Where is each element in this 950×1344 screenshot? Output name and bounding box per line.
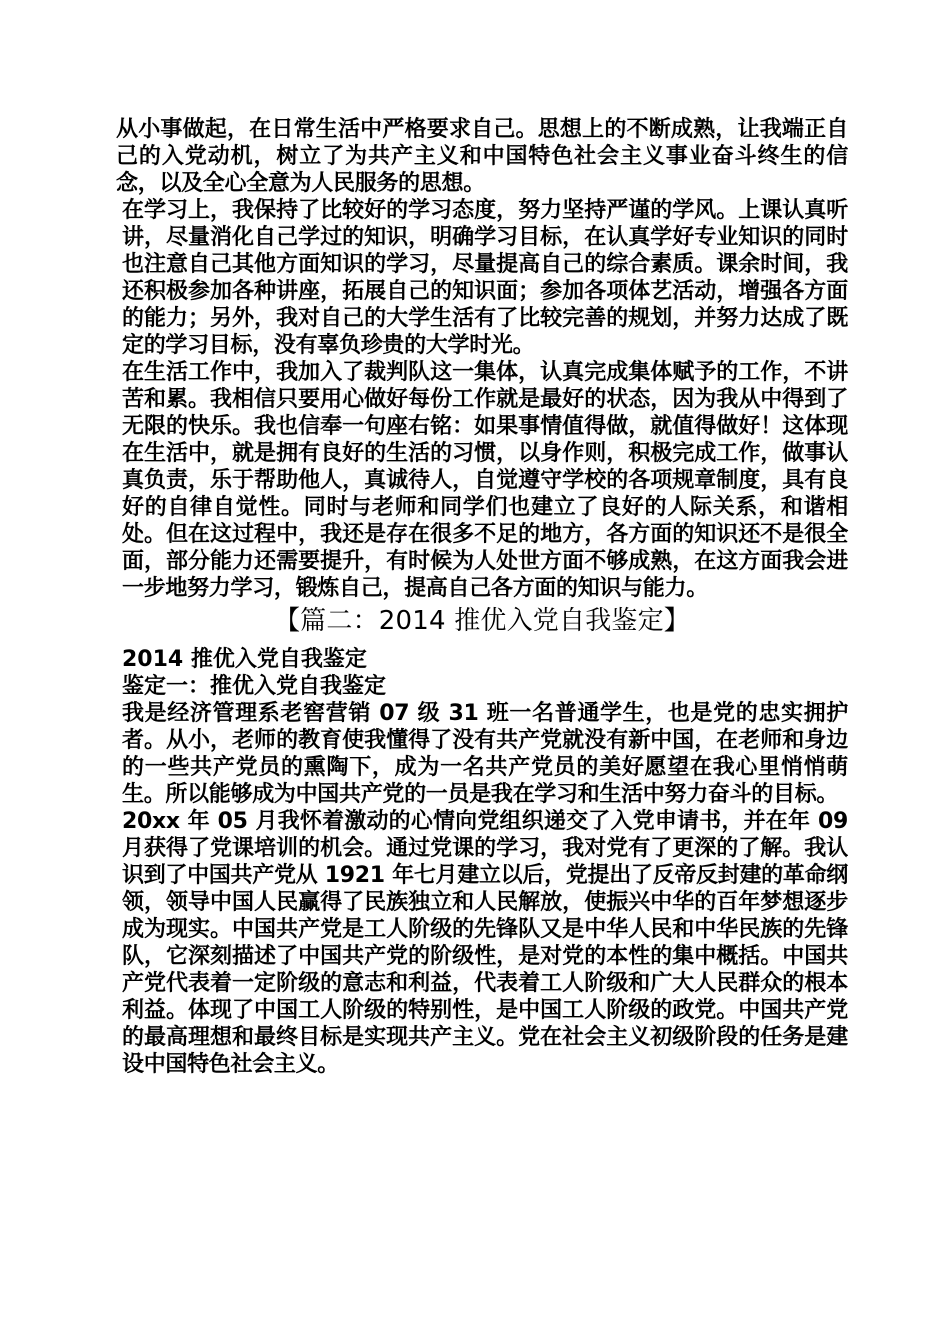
subtitle: 2014 推优入党自我鉴定 bbox=[122, 647, 367, 672]
paragraph: 从小事做起，在日常生活中严格要求自己。思想上的不断成熟，让我端正自己的入党动机，树立了为共产主义和中国特色社会主义事业奋斗终生的信念，以及全心全意为人民服务的思想。 bbox=[116, 117, 848, 196]
paragraph: 在生活工作中，我加入了裁判队这一集体，认真完成集体赋予的工作，不讲苦和累。我相信只要用心做好每份工作就是最好的状态，因为我从中得到了无限的快乐。我也信奉一句座右铭：如果事情值得做，就值得做好！这体现在生活中，就是拥有良好的生活的习惯，以身作则，积极完成工作，做事认真负责，乐于帮助他人，真诚待人，自觉遵守学校的各项规章制度，具有良好的自律自觉性。同时与老师和同学们也建立了良好的人际关系，和谐相处。但在这过程中，我还是存在很多不足的地方，各方面的知识还不是很全面，部分能力还需要提升，有时候为人处世方面不够成熟，在这方面我会进一步地努力学习，锻炼自己，提高自己各方面的知识与能力。 bbox=[122, 360, 848, 601]
document-page bbox=[116, 116, 848, 1078]
paragraph: 在学习上，我保持了比较好的学习态度，努力坚持严谨的学风。上课认真听讲，尽量消化自己学过的知识，明确学习目标，在认真学好专业知识的同时也注意自己其他方面知识的学习，尽量提高自己的综合素质。课余时间，我还积极参加各种讲座，拓展自己的知识面；参加各项体艺活动，增强各方面的能力；另外，我对自己的大学生活有了比较完善的规划，并努力达成了既定的学习目标，没有辜负珍贵的大学时光。 bbox=[122, 198, 848, 358]
paragraph: 我是经济管理系老窖营销 07 级 31 班一名普通学生，也是党的忠实拥护者。从小，老师的教育使我懂得了没有共产党就没有新中国，在老师和身边的一些共产党员的熏陶下，成为一名共产党员的美好愿望在我心里悄悄萌生。所以能够成为中国共产党的一员是我在学习和生活中努力奋斗的目标。 bbox=[122, 701, 848, 807]
section-title: 【篇二：2014 推优入党自我鉴定】 bbox=[273, 606, 691, 636]
subtitle: 鉴定一：推优入党自我鉴定 bbox=[122, 674, 387, 699]
paragraph: 20xx 年 05 月我怀着激动的心情向党组织递交了入党申请书，并在年 09 月获得了党课培训的机会。通过党课的学习，我对党有了更深的了解。我认识到了中国共产党从 1921 年七月建立以后，党提出了反帝反封建的革命纲领，领导中国人民赢得了民族独立和人民解放，使振兴中华的百年梦想逐步成为现实。中国共产党是工人阶级的先锋队又是中华人民和中华民族的先锋队，它深刻描述了中国共产党的阶级性，是对党的本性的集中概括。中国共产党代表着一定阶级的意志和利益，代表着工人阶级和广大人民群众的根本利益。体现了中国工人阶级的特别性，是中国工人阶级的政党。中国共产党的最高理想和最终目标是实现共产主义。党在社会主义初级阶段的任务是建设中国特色社会主义。 bbox=[122, 809, 848, 1077]
